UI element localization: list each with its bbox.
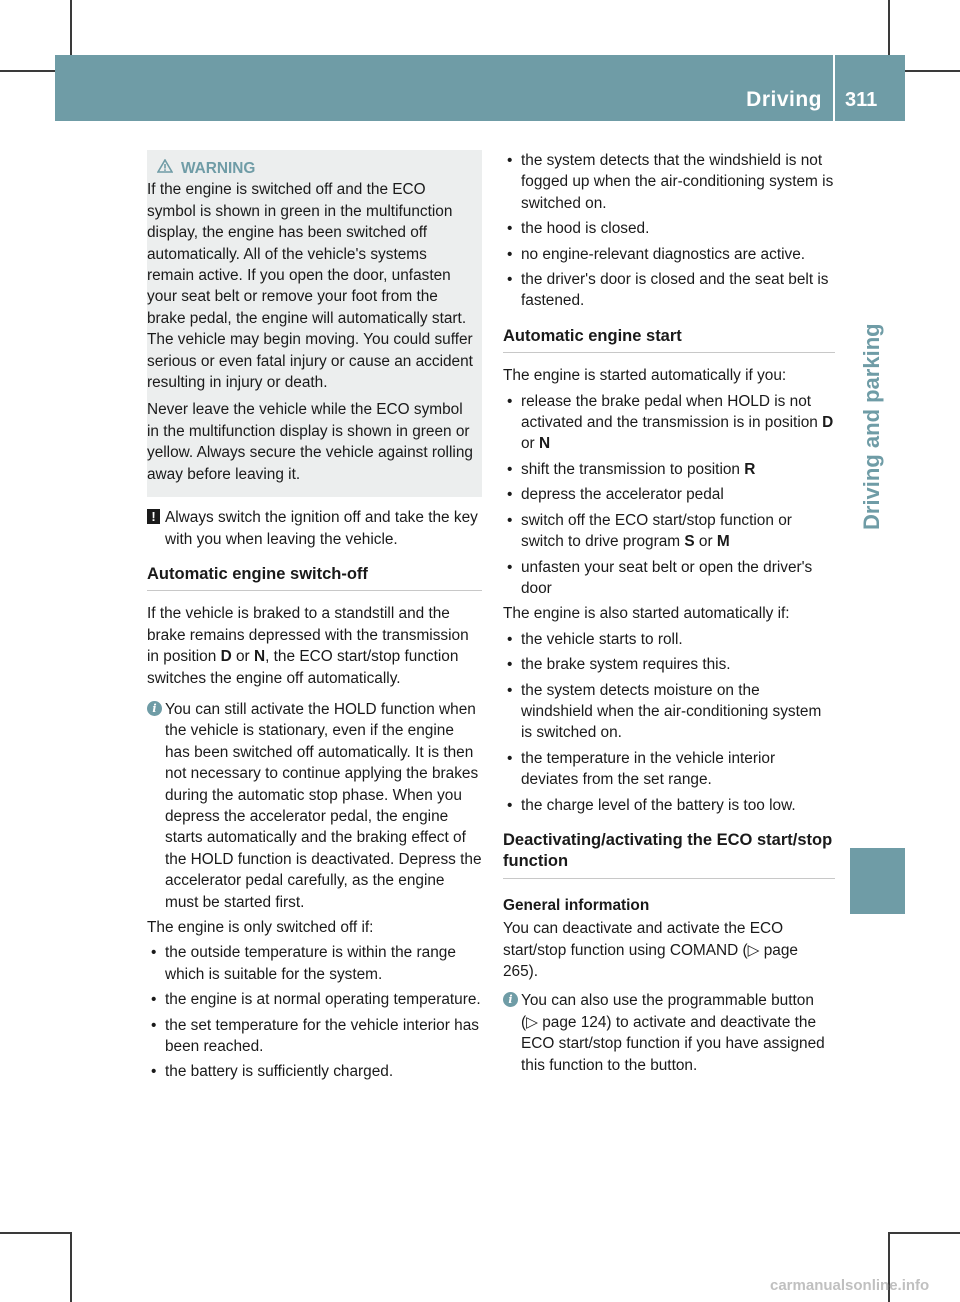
also-intro: The engine is also started automatically if: — [503, 605, 790, 623]
list-item: • the system detects that the windshield is not fogged up when the air-conditioning system is switched on. — [503, 150, 835, 214]
list-item: • switch off the ECO start/stop function or switch to drive program S or M — [503, 510, 835, 553]
list-item: • shift the transmission to position R — [503, 459, 835, 480]
caution-text: Always switch the ignition off and take the key with you when leaving the vehicle. — [165, 509, 478, 548]
list-item: • the set temperature for the vehicle interior has been reached. — [147, 1015, 482, 1058]
list-item: • unfasten your seat belt or open the driver's door — [503, 557, 835, 600]
right-column — [503, 150, 835, 1080]
hold-info-note — [147, 699, 482, 913]
engine-start-heading: Automatic engine start — [503, 326, 835, 353]
warning-text-2: Never leave the vehicle while the ECO symbol in the multifunction display is shown in green or yellow. Always secure the vehicle against rolling away before leaving it. — [147, 401, 473, 483]
header-divider — [833, 55, 835, 121]
left-column — [147, 150, 482, 1087]
list-item: • the hood is closed. — [503, 218, 835, 239]
list-item: • the engine is at normal operating temperature. — [147, 989, 482, 1010]
caution-note — [147, 507, 482, 550]
list-item: • the temperature in the vehicle interior deviates from the set range. — [503, 748, 835, 791]
side-chapter-label: Driving and parking — [859, 323, 884, 530]
crop-mark — [890, 1232, 960, 1234]
list-item: • the driver's door is closed and the seat belt is fastened. — [503, 269, 835, 312]
info-icon: i — [147, 701, 162, 716]
exclamation-icon: ! — [147, 509, 160, 524]
crop-mark — [0, 1232, 70, 1234]
switch-off-heading: Automatic engine switch-off — [147, 564, 482, 591]
programmable-button-note — [503, 990, 835, 1076]
list-item: • the system detects moisture on the windshield when the air-conditioning system is switched on. — [503, 680, 835, 744]
list-item: • the brake system requires this. — [503, 654, 835, 675]
start-intro: The engine is started automatically if you: — [503, 367, 787, 385]
general-info-text: You can deactivate and activate the ECO start/stop function using COMAND (▷ page 265). — [503, 920, 798, 980]
info-icon: i — [503, 992, 518, 1007]
deactivate-heading: Deactivating/activating the ECO start/stop function — [503, 830, 835, 879]
list-item: • the battery is sufficiently charged. — [147, 1061, 482, 1082]
switch-off-paragraph: If the vehicle is braked to a standstill and the brake remains depressed with the transmission in position D or N, the ECO start/stop function switches the engine off automatically. — [147, 605, 469, 687]
page-number: 311 — [845, 89, 878, 111]
list-item: • no engine-relevant diagnostics are active. — [503, 244, 835, 265]
only-if-text: The engine is only switched off if: — [147, 919, 374, 936]
crop-mark — [70, 1232, 72, 1302]
warning-box — [147, 150, 482, 497]
list-item: • depress the accelerator pedal — [503, 484, 835, 505]
warning-triangle-icon — [157, 158, 173, 179]
watermark: carmanualsonline.info — [770, 1277, 930, 1294]
section-title: Driving — [746, 88, 822, 111]
list-item: • the charge level of the battery is too low. — [503, 795, 835, 816]
list-item: • the vehicle starts to roll. — [503, 629, 835, 650]
general-info-heading: General information — [503, 896, 650, 914]
programmable-note-text: You can also use the programmable button (▷ page 124) to activate and deactivate the ECO start/stop function if you have assigned this function to the button. — [521, 992, 825, 1074]
list-item: • release the brake pedal when HOLD is not activated and the transmission is in position D or N — [503, 391, 835, 455]
list-item: • the outside temperature is within the range which is suitable for the system. — [147, 942, 482, 985]
warning-text-1: If the engine is switched off and the ECO symbol is shown in green in the multifunction display, the engine has been switched off automatically. All of the vehicle's systems remain active. If you open the door, unfasten your seat belt or remove your foot from the brake pedal, the engine will automatically start. The vehicle may begin moving. You could suffer serious or even fatal injury or cause an accident resulting in injury or death. — [147, 181, 473, 392]
warning-label: WARNING — [181, 160, 256, 177]
warning-title — [157, 158, 474, 179]
hold-note-text: You can still activate the HOLD function when the vehicle is stationary, even if the engine has been switched off automatically. It is then not necessary to continue applying the brakes during the automatic stop phase. When you depress the accelerator pedal, the engine starts automatically and the braking effect of the HOLD function is deactivated. Depress the accelerator pedal carefully, as the engine must be started first. — [165, 700, 482, 911]
side-tab-marker — [850, 848, 905, 914]
